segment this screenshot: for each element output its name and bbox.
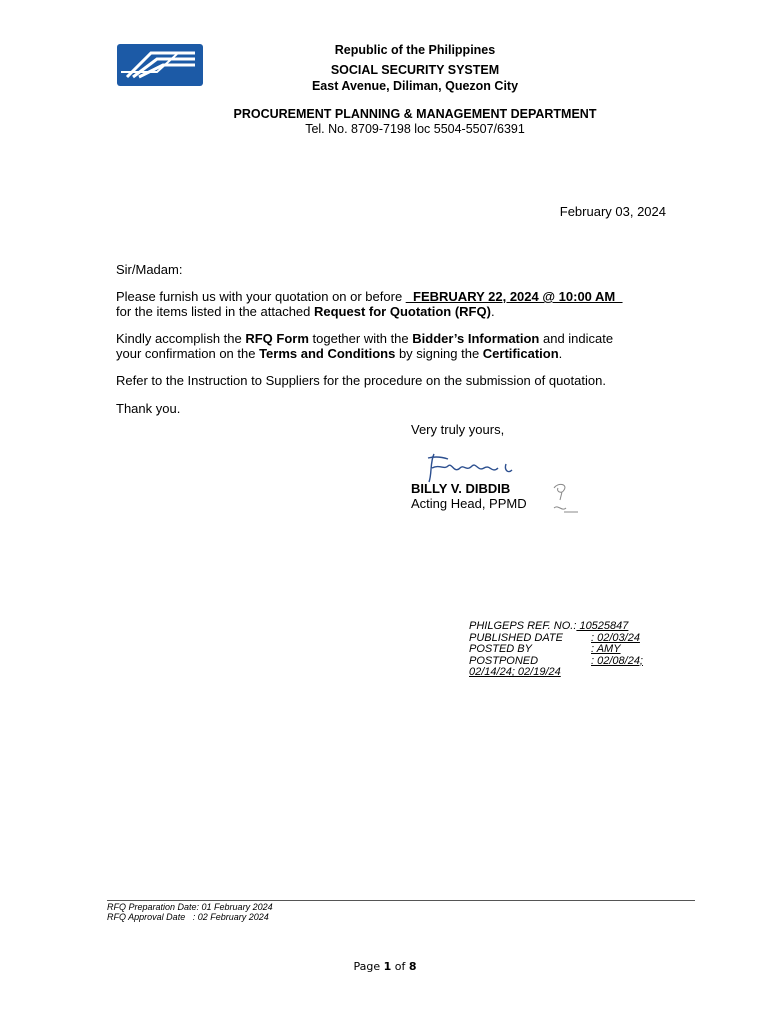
- signatory-title: Acting Head, PPMD: [411, 496, 527, 511]
- thank-you: Thank you.: [116, 401, 181, 416]
- paragraph-quotation: Please furnish us with your quotation on or before _FEBRUARY 22, 2024 @ 10:00 AM_ for the items listed in the attached Request for Quotation (RFQ).: [116, 289, 623, 319]
- posted-by: : AMY: [591, 643, 621, 655]
- published-date: : 02/03/24: [591, 631, 640, 644]
- telephone-line: Tel. No. 8709-7198 loc 5504-5507/6391: [305, 122, 525, 136]
- signatory-name: BILLY V. DIBDIB: [411, 481, 511, 496]
- deadline: _FEBRUARY 22, 2024 @ 10:00 AM_: [405, 289, 623, 304]
- department-name: PROCUREMENT PLANNING & MANAGEMENT DEPARTMENT: [233, 107, 597, 121]
- footer-divider: [107, 900, 695, 901]
- reference-block: PHILGEPS REF. NO.: 10525847 PUBLISHED DATE : 02/03/24 POSTED BY : AMY POSTPONED : 02/08/24; 02/14/24; 02/19/24: [469, 620, 643, 678]
- republic-line: Republic of the Philippines: [334, 43, 496, 57]
- paragraph-refer: Refer to the Instruction to Suppliers for the procedure on the submission of quotation.: [116, 373, 606, 388]
- philgeps-ref-no: 10525847: [576, 620, 629, 632]
- initials-mark: [544, 478, 584, 525]
- postponed-dates: : 02/08/24;: [591, 654, 643, 667]
- rfq-approval-date: RFQ Approval Date : 02 February 2024: [107, 912, 269, 922]
- agency-name: SOCIAL SECURITY SYSTEM: [330, 63, 500, 77]
- closing: Very truly yours,: [411, 422, 505, 437]
- rfq-preparation-date: RFQ Preparation Date: 01 February 2024: [107, 902, 273, 912]
- page-number: Page 1 of 8: [353, 960, 417, 973]
- letter-date: February 03, 2024: [559, 204, 666, 219]
- agency-address: East Avenue, Diliman, Quezon City: [311, 79, 519, 93]
- salutation: Sir/Madam:: [116, 262, 183, 277]
- paragraph-instructions: Kindly accomplish the RFQ Form together with the Bidder’s Information and indicate your confirmation on the Terms and Conditions by signing the Certification.: [116, 331, 614, 361]
- postponed-dates-continued: 02/14/24; 02/19/24: [469, 666, 561, 678]
